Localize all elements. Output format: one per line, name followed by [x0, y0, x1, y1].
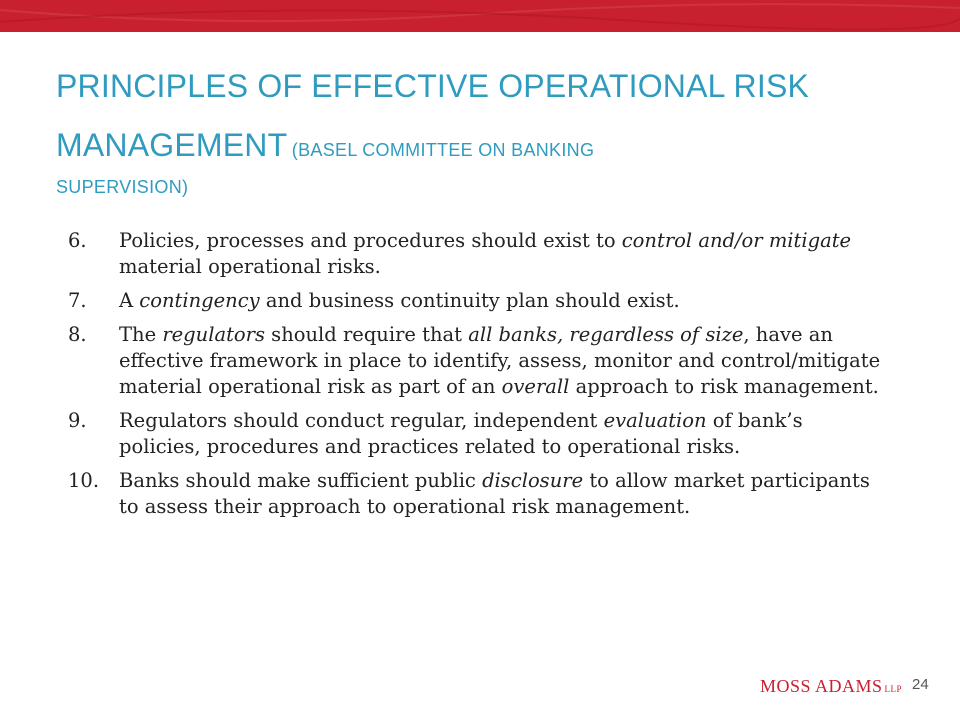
- title-subtitle-continued: SUPERVISION): [56, 177, 189, 197]
- list-item: [68, 468, 888, 520]
- logo-suffix: LLP: [884, 684, 903, 694]
- text-segment: approach to risk management.: [569, 375, 879, 398]
- logo-text: MOSS ADAMS: [760, 676, 883, 696]
- top-banner: [0, 0, 960, 32]
- text-segment: Banks should make sufficient public: [119, 469, 483, 492]
- list-item: [68, 408, 888, 460]
- text-segment: Policies, processes and procedures should exist to: [119, 229, 622, 252]
- text-segment: of bank’s policies, procedures and practices related to operational risks.: [119, 409, 803, 458]
- emphasized-text: disclosure: [482, 469, 584, 492]
- list-item: [68, 322, 888, 400]
- list-item: [68, 228, 888, 280]
- company-logo: [760, 676, 902, 697]
- list-item-text: [119, 408, 888, 460]
- title-subtitle: (BASEL COMMITTEE ON BANKING: [291, 140, 595, 160]
- principles-list: [68, 228, 888, 528]
- list-item-number: 7.: [68, 289, 87, 312]
- emphasized-text: overall: [501, 375, 570, 398]
- list-item-number: 10.: [68, 469, 100, 492]
- list-item: [68, 288, 888, 314]
- text-segment: to allow market participants to assess their approach to operational risk management.: [119, 469, 870, 518]
- text-segment: and business continuity plan should exist.: [259, 289, 680, 312]
- page-number: 24: [912, 676, 929, 693]
- emphasized-text: evaluation: [603, 409, 707, 432]
- emphasized-text: control and/or mitigate: [621, 229, 852, 252]
- text-segment: material operational risks.: [119, 255, 381, 278]
- text-segment: , have an effective framework in place to identify, assess, monitor and control/mitigate material operational risk as part of an: [119, 323, 881, 398]
- emphasized-text: contingency: [139, 289, 260, 312]
- slide-title: [56, 60, 916, 200]
- text-segment: The: [119, 323, 163, 346]
- list-item-number: 9.: [68, 409, 87, 432]
- text-segment: Regulators should conduct regular, independent: [119, 409, 604, 432]
- banner-pattern: [0, 0, 960, 32]
- list-item-number: 8.: [68, 323, 87, 346]
- list-item-text: [119, 468, 888, 520]
- text-segment: A: [119, 289, 140, 312]
- emphasized-text: all banks, regardless of size: [468, 323, 744, 346]
- text-segment: should require that: [264, 323, 469, 346]
- list-item-number: 6.: [68, 229, 87, 252]
- title-main: PRINCIPLES OF EFFECTIVE OPERATIONAL RISK MANAGEMENT: [56, 68, 810, 163]
- list-item-text: [119, 322, 888, 400]
- list-item-text: [119, 288, 888, 314]
- emphasized-text: regulators: [162, 323, 265, 346]
- list-item-text: [119, 228, 888, 280]
